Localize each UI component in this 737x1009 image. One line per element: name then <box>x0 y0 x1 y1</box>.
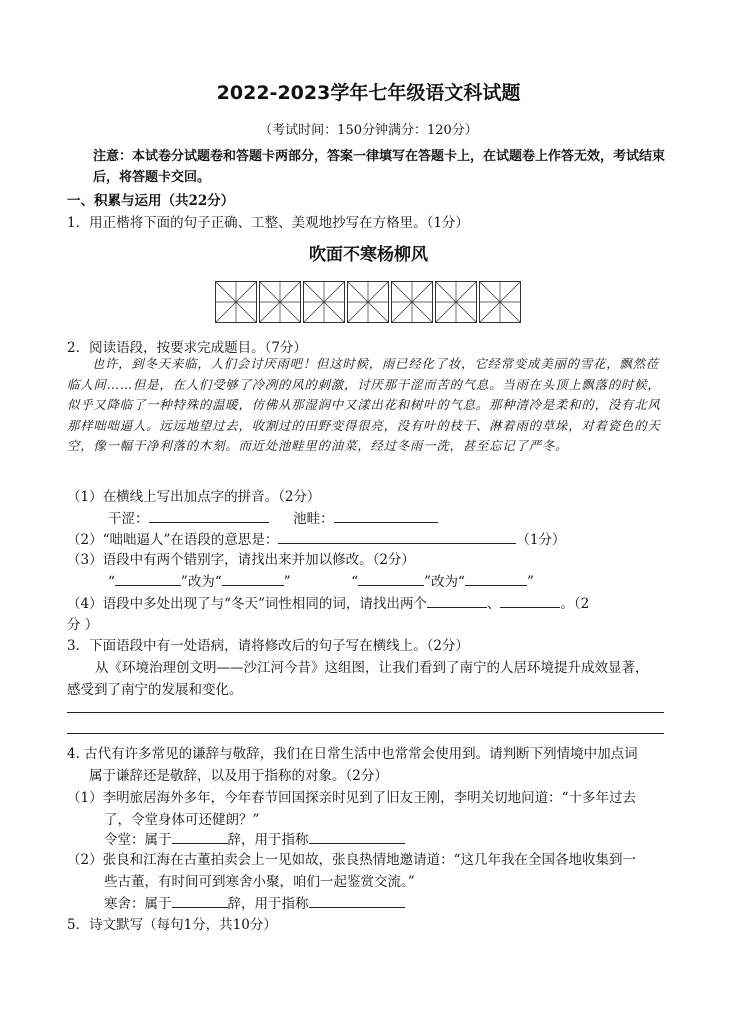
q4-s2-fills <box>104 892 405 912</box>
q2-text: 2．阅读语段，按要求完成题目。（7分） <box>67 340 307 356</box>
q2-sub4-score: 。（2 <box>560 596 590 612</box>
fix-char-blank-2[interactable] <box>465 571 527 586</box>
q2-sub2-score: （1分） <box>516 532 566 548</box>
grid-cell[interactable] <box>391 281 433 323</box>
q2-passage: 也许，到冬天来临，人们会讨厌雨吧！但这时候，雨已经化了妆，它经常变成美丽的雪花，飘然莅临人间……但是，在人们受够了冷冽的风的刺激，讨厌那干涩而苦的气息。当雨在头顶上飘落的时候，似乎又降临了一种特殊的温暖，仿佛从那湿润中又漾出花和树叶的气息。那种清冷是柔和的，没有北风那样咄咄逼人。远远地望过去，收割过的田野变得很亮，没有叶的枝干、淋着雨的草垛，对着瓷色的天空，像一幅干净利落的木刻。而近处池畦里的油菜，经过冬雨一洗，甚至忘记了严冬。 <box>67 356 661 453</box>
q4-s1-object-blank[interactable] <box>309 829 405 844</box>
q1-text: 1．用正楷将下面的句子正确、工整、美观地抄写在方格里。（1分） <box>67 215 469 231</box>
q4-s2-label-a: 寒舍：属于 <box>104 896 172 912</box>
grid-cell[interactable] <box>435 281 477 323</box>
q2-sub4-prompt: （4）语段中多处出现了与“冬天”词性相同的词，请找出两个 <box>67 596 427 612</box>
exam-subtitle: （考试时间：150分钟满分：120分） <box>259 123 478 138</box>
q3-passage-line2: 感受到了南宁的发展和变化。 <box>67 682 243 698</box>
grid-cell[interactable] <box>347 281 389 323</box>
q2-sub1-fills <box>108 507 438 527</box>
q4-s2-object-blank[interactable] <box>309 893 405 908</box>
q4-s1-fills <box>104 828 405 848</box>
pinyin-blank-a[interactable] <box>149 508 269 523</box>
q2-sub3: （3）语段中有两个错别字，请找出来并加以修改。（2分） <box>67 552 415 568</box>
q4-s2-line1: （2）张良和江海在古董拍卖会上一见如故，张良热情地邀请道：“这几年我在全国各地收集到一 <box>67 852 636 868</box>
pinyin-blank-b[interactable] <box>334 508 438 523</box>
q4-s2-label-b: 辞，用于指称 <box>227 896 309 912</box>
q2-sub3-fills: “ ”改为“ ” “ ”改为“ ” <box>108 570 534 590</box>
fix-char-blank-1[interactable] <box>222 571 284 586</box>
q4-s1-label-b: 辞，用于指称 <box>227 832 309 848</box>
section-heading: 一、积累与运用（共22分） <box>67 193 235 209</box>
q2-sub4-score-cont: 分 ） <box>67 617 99 633</box>
noun-separator: 、 <box>486 596 501 612</box>
writing-grid[interactable] <box>215 281 523 323</box>
grid-cell[interactable] <box>479 281 521 323</box>
q3-passage-line1: 从《环境治理创文明——沙江河今昔》这组图，让我们看到了南宁的人居环境提升成效显著， <box>95 660 649 676</box>
q2-sub2 <box>67 528 566 548</box>
q4-s1-line2: 了，令堂身体可还健朗？” <box>104 812 260 828</box>
copy-sentence: 吹面不寒杨柳风 <box>309 245 428 265</box>
q4-line1: 4. 古代有许多常见的谦辞与敬辞，我们在日常生活中也常常会使用到。请判断下列情境中加点词 <box>67 746 638 762</box>
q4-s2-type-blank[interactable] <box>172 893 228 908</box>
change-label-1: 改为 <box>187 574 215 590</box>
grid-cell[interactable] <box>303 281 345 323</box>
q5-text: 5．诗文默写（每句1分，共10分） <box>67 917 277 933</box>
exam-title: 2022-2023学年七年级语文科试题 <box>216 82 521 104</box>
wrong-char-blank-2[interactable] <box>358 571 424 586</box>
answer-line-2[interactable] <box>67 733 664 734</box>
q4-s1-label-a: 令堂：属于 <box>104 832 172 848</box>
exam-notice <box>93 146 673 188</box>
q4-s1-line1: （1）李明旅居海外多年，今年春节回国探亲时见到了旧友王刚，李明关切地问道：“十多年过去 <box>67 790 636 806</box>
q4-s2-line2: 些古董，有时间可到寒舍小聚，咱们一起鉴赏交流。” <box>104 874 415 890</box>
pinyin-label-a: 干涩： <box>108 511 149 527</box>
noun-blank-1[interactable] <box>427 593 487 608</box>
wrong-char-blank-1[interactable] <box>115 571 181 586</box>
meaning-blank[interactable] <box>278 529 516 544</box>
noun-blank-2[interactable] <box>500 593 560 608</box>
q4-s1-type-blank[interactable] <box>172 829 228 844</box>
q2-sub1: （1）在横线上写出加点字的拼音。（2分） <box>67 489 321 505</box>
grid-cell[interactable] <box>259 281 301 323</box>
notice-text: ：本试卷分试题卷和答题卡两部分，答案一律填写在答题卡上，在试题卷上作答无效，考试结束后，将答题卡交回。 <box>93 149 666 185</box>
notice-label: 注意 <box>93 149 120 164</box>
q3-text: 3．下面语段中有一处语病，请将修改后的句子写在横线上。（2分） <box>67 638 469 654</box>
q4-line2: 属于谦辞还是敬辞，以及用于指称的对象。（2分） <box>89 768 388 784</box>
grid-cell[interactable] <box>215 281 257 323</box>
q2-sub4 <box>67 592 589 612</box>
answer-line-1[interactable] <box>67 712 664 713</box>
q2-sub2-prompt: （2）“咄咄逼人”在语段的意思是： <box>67 532 279 548</box>
pinyin-label-b: 池畦： <box>293 511 334 527</box>
change-label-2: 改为 <box>431 574 459 590</box>
